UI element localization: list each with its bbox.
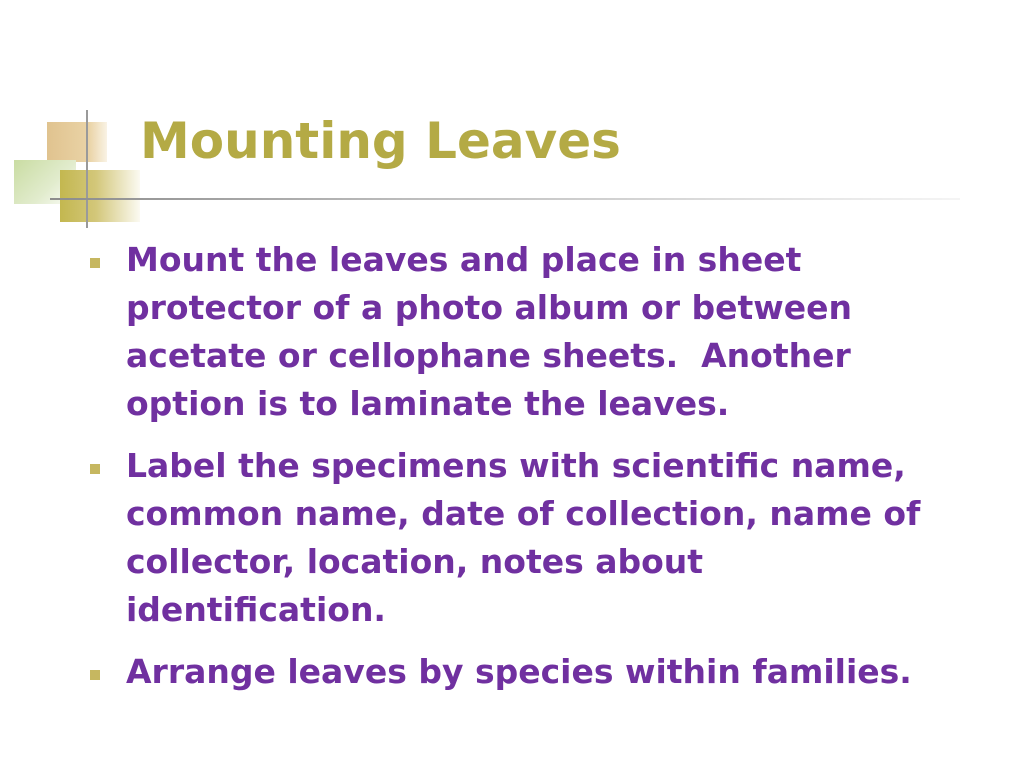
- bullet-item: [88, 442, 988, 634]
- slide-title: Mounting Leaves: [140, 112, 621, 170]
- bullet-item: [88, 648, 988, 696]
- square-bullet-icon: [90, 464, 100, 474]
- bullet-item: [88, 236, 988, 428]
- vertical-rule: [86, 110, 88, 228]
- tan-square-decoration: [47, 122, 107, 162]
- olive-square-decoration: [60, 170, 140, 222]
- bullet-text: Mount the leaves and place in sheet protector of a photo album or between acetate or cellophane sheets. Another option is to laminate the leaves.: [126, 240, 853, 423]
- bullet-text: Arrange leaves by species within families.: [126, 652, 912, 691]
- bullet-list: [88, 236, 988, 710]
- square-bullet-icon: [90, 670, 100, 680]
- square-bullet-icon: [90, 258, 100, 268]
- bullet-text: Label the specimens with scientific name, common name, date of collection, name of collector, location, notes about identification.: [126, 446, 921, 629]
- corner-decoration: [0, 100, 160, 240]
- title-underline-rule: [50, 198, 960, 200]
